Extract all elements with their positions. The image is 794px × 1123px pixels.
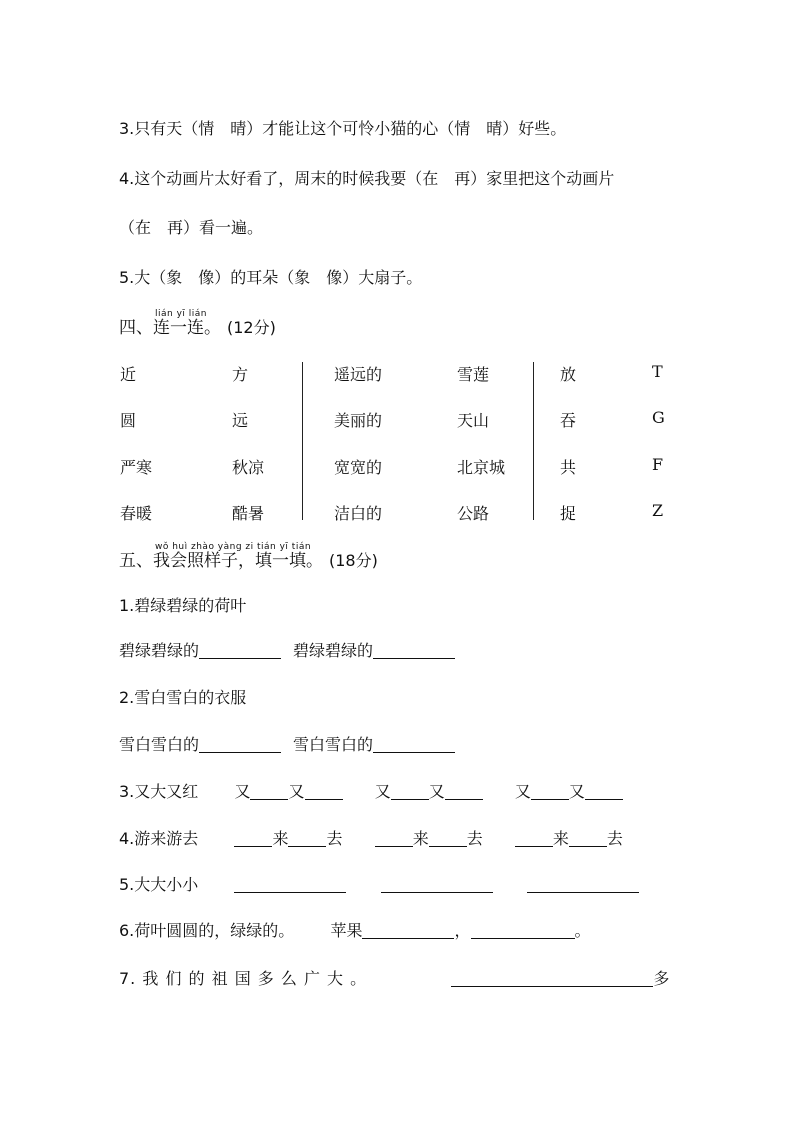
q4-lai-3: 来 bbox=[552, 829, 569, 848]
question-5-4 bbox=[119, 829, 623, 849]
q1-blank-b[interactable] bbox=[373, 642, 455, 659]
section-4-pinyin: lián yī lián bbox=[155, 309, 207, 319]
question-5-2-answer bbox=[119, 735, 455, 755]
q4-blank-2a[interactable] bbox=[375, 830, 413, 847]
q3-you-1a: 又 bbox=[234, 782, 251, 801]
column-divider-2 bbox=[533, 362, 534, 520]
question-5-3 bbox=[119, 782, 623, 802]
match-col2-1: 方 bbox=[232, 365, 249, 384]
match-col2-4: 酷暑 bbox=[232, 504, 265, 523]
match-col3-2: 美丽的 bbox=[334, 411, 383, 430]
section-5-heading bbox=[119, 542, 378, 571]
q5-example: 5.大大小小 bbox=[119, 875, 199, 894]
q6-blank-2[interactable] bbox=[471, 922, 575, 939]
q2-blank-b[interactable] bbox=[373, 736, 455, 753]
question-5-6 bbox=[119, 921, 591, 941]
q7-blank[interactable] bbox=[451, 970, 653, 987]
question-5-5 bbox=[119, 875, 639, 895]
q6-blank-1[interactable] bbox=[362, 922, 454, 939]
match-col5-2: 吞 bbox=[560, 411, 577, 430]
q4-qu-3: 去 bbox=[606, 829, 623, 848]
match-col5-1: 放 bbox=[560, 365, 577, 384]
question-5-7 bbox=[119, 969, 669, 989]
q4-blank-3a[interactable] bbox=[515, 830, 553, 847]
question-3-5: 5.大（象 像）的耳朵（象 像）大扇子。 bbox=[119, 268, 423, 287]
match-col2-2: 远 bbox=[232, 411, 249, 430]
q5-blank-1[interactable] bbox=[234, 876, 346, 893]
match-col4-1: 雪莲 bbox=[457, 365, 490, 384]
q2-prompt-b: 雪白雪白的 bbox=[293, 735, 374, 754]
q7-end: 多 bbox=[653, 969, 670, 988]
q1-blank-a[interactable] bbox=[199, 642, 281, 659]
q1-prompt-b: 碧绿碧绿的 bbox=[293, 641, 374, 660]
match-col6-3: F bbox=[652, 455, 664, 474]
question-5-1: 1.碧绿碧绿的荷叶 bbox=[119, 596, 247, 615]
match-col3-3: 宽宽的 bbox=[334, 458, 383, 477]
q4-blank-2b[interactable] bbox=[429, 830, 467, 847]
match-col4-2: 天山 bbox=[457, 411, 490, 430]
q7-example: 7. 我 们 的 祖 国 多 么 广 大 。 bbox=[119, 969, 368, 988]
q6-prompt: 苹果 bbox=[330, 921, 363, 940]
q2-prompt-a: 雪白雪白的 bbox=[119, 735, 200, 754]
match-col1-1: 近 bbox=[120, 365, 137, 384]
question-5-1-answer bbox=[119, 641, 455, 661]
section-5-prefix: 五、 bbox=[119, 551, 153, 571]
q3-you-3a: 又 bbox=[514, 782, 531, 801]
section-4-prefix: 四、 bbox=[119, 318, 153, 338]
match-col4-4: 公路 bbox=[457, 504, 490, 523]
column-divider-1 bbox=[302, 362, 303, 520]
q5-blank-3[interactable] bbox=[527, 876, 639, 893]
q3-blank-3b[interactable] bbox=[585, 783, 623, 800]
q4-blank-1a[interactable] bbox=[234, 830, 272, 847]
q4-blank-3b[interactable] bbox=[569, 830, 607, 847]
question-3-4-line2: （在 再）看一遍。 bbox=[119, 218, 264, 237]
q4-lai-2: 来 bbox=[412, 829, 429, 848]
q3-blank-3a[interactable] bbox=[531, 783, 569, 800]
q3-you-2b: 又 bbox=[428, 782, 445, 801]
section-5-score: (18分) bbox=[329, 551, 378, 570]
q3-you-3b: 又 bbox=[568, 782, 585, 801]
question-3-3: 3.只有天（情 晴）才能让这个可怜小猫的心（情 晴）好些。 bbox=[119, 119, 567, 138]
q4-lai-1: 来 bbox=[272, 829, 289, 848]
q4-qu-1: 去 bbox=[326, 829, 343, 848]
q3-you-2a: 又 bbox=[374, 782, 391, 801]
q4-qu-2: 去 bbox=[466, 829, 483, 848]
match-col6-2: G bbox=[652, 408, 665, 427]
q6-example: 6.荷叶圆圆的，绿绿的。 bbox=[119, 921, 295, 940]
q1-prompt-a: 碧绿碧绿的 bbox=[119, 641, 200, 660]
match-col6-4: Z bbox=[652, 501, 664, 520]
match-col1-2: 圆 bbox=[120, 411, 137, 430]
match-col5-4: 捉 bbox=[560, 504, 577, 523]
q3-example: 3.又大又红 bbox=[119, 782, 199, 801]
match-col4-3: 北京城 bbox=[457, 458, 506, 477]
section-4-title: lián yī lián 连一连。 bbox=[153, 318, 221, 338]
q5-blank-2[interactable] bbox=[381, 876, 493, 893]
q4-example: 4.游来游去 bbox=[119, 829, 199, 848]
q3-blank-2b[interactable] bbox=[445, 783, 483, 800]
section-5-pinyin-1: wǒ huì zhào yàng zi bbox=[155, 542, 254, 552]
q6-comma: ， bbox=[454, 921, 471, 940]
match-col3-1: 遥远的 bbox=[334, 365, 383, 384]
q6-period: 。 bbox=[574, 921, 591, 940]
q3-you-1b: 又 bbox=[288, 782, 305, 801]
section-4-heading bbox=[119, 309, 276, 338]
q3-blank-2a[interactable] bbox=[391, 783, 429, 800]
match-col5-3: 共 bbox=[560, 458, 577, 477]
section-4-score: (12分) bbox=[227, 318, 276, 337]
match-col3-4: 洁白的 bbox=[334, 504, 383, 523]
q4-blank-1b[interactable] bbox=[288, 830, 326, 847]
q2-blank-a[interactable] bbox=[199, 736, 281, 753]
q3-blank-1b[interactable] bbox=[305, 783, 343, 800]
section-5-pinyin-2: tián yī tián bbox=[257, 542, 312, 552]
match-col1-4: 春暖 bbox=[120, 504, 153, 523]
q3-blank-1a[interactable] bbox=[250, 783, 288, 800]
question-5-2: 2.雪白雪白的衣服 bbox=[119, 688, 247, 707]
match-col2-3: 秋凉 bbox=[232, 458, 265, 477]
section-5-title-2: tián yī tián 填一填。 bbox=[255, 551, 323, 571]
match-col1-3: 严寒 bbox=[120, 458, 153, 477]
question-3-4-line1: 4.这个动画片太好看了，周末的时候我要（在 再）家里把这个动画片 bbox=[119, 169, 615, 188]
match-col6-1: T bbox=[652, 362, 663, 381]
section-5-title-1: wǒ huì zhào yàng zi 我会照样子， bbox=[153, 551, 255, 571]
